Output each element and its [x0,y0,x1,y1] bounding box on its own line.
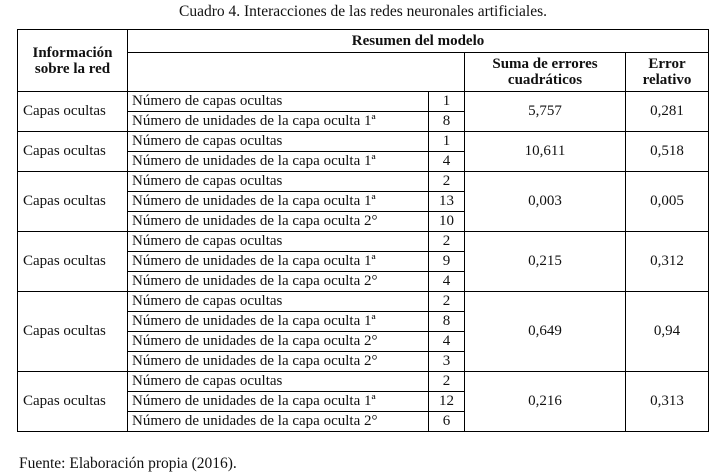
parameter-label: Número de unidades de la capa oculta 1ª [128,152,429,172]
network-info-cell: Capas ocultas [18,232,128,292]
source-note: Fuente: Elaboración propia (2016). [19,455,237,472]
sse-cell: 5,757 [465,92,626,132]
parameter-label: Número de unidades de la capa oculta 1ª [128,392,429,412]
network-info-cell: Capas ocultas [18,132,128,172]
parameter-value: 4 [429,332,465,352]
parameter-value: 4 [429,272,465,292]
header-sse: Suma de errores cuadráticos [465,53,626,92]
header-info: Información sobre la red [18,30,128,92]
relative-error-cell: 0,281 [626,92,709,132]
table-row [18,372,709,392]
table-row [18,232,709,252]
network-info-cell: Capas ocultas [18,92,128,132]
parameter-label: Número de capas ocultas [128,92,429,112]
parameter-label: Número de unidades de la capa oculta 1ª [128,192,429,212]
parameter-value: 1 [429,132,465,152]
parameter-label: Número de capas ocultas [128,172,429,192]
table-row [18,92,709,112]
parameter-label: Número de capas ocultas [128,232,429,252]
results-table [17,29,709,432]
parameter-value: 3 [429,352,465,372]
parameter-label: Número de capas ocultas [128,372,429,392]
sse-cell: 0,215 [465,232,626,292]
relative-error-cell: 0,005 [626,172,709,232]
parameter-value: 2 [429,372,465,392]
parameter-value: 8 [429,312,465,332]
parameter-label: Número de unidades de la capa oculta 2° [128,212,429,232]
sse-cell: 0,216 [465,372,626,432]
network-info-cell: Capas ocultas [18,172,128,232]
parameter-label: Número de unidades de la capa oculta 2° [128,412,429,432]
relative-error-cell: 0,312 [626,232,709,292]
header-blank [128,53,465,92]
header-rel-error: Error relativo [626,53,709,92]
sse-cell: 0,003 [465,172,626,232]
parameter-label: Número de unidades de la capa oculta 2° [128,272,429,292]
table-row [18,132,709,152]
parameter-value: 10 [429,212,465,232]
parameter-label: Número de capas ocultas [128,292,429,312]
relative-error-cell: 0,518 [626,132,709,172]
table-body [18,92,709,432]
table-caption: Cuadro 4. Interacciones de las redes neuronales artificiales. [179,3,547,20]
parameter-label: Número de unidades de la capa oculta 2° [128,332,429,352]
sse-cell: 0,649 [465,292,626,372]
header-summary: Resumen del modelo [128,30,709,53]
network-info-cell: Capas ocultas [18,372,128,432]
network-info-cell: Capas ocultas [18,292,128,372]
table-row [18,292,709,312]
parameter-value: 2 [429,172,465,192]
parameter-value: 1 [429,92,465,112]
parameter-label: Número de unidades de la capa oculta 1ª [128,312,429,332]
parameter-value: 2 [429,232,465,252]
parameter-value: 2 [429,292,465,312]
parameter-value: 9 [429,252,465,272]
sse-cell: 10,611 [465,132,626,172]
parameter-label: Número de unidades de la capa oculta 2° [128,352,429,372]
parameter-value: 12 [429,392,465,412]
parameter-value: 13 [429,192,465,212]
parameter-value: 8 [429,112,465,132]
parameter-label: Número de unidades de la capa oculta 1ª [128,112,429,132]
parameter-label: Número de capas ocultas [128,132,429,152]
parameter-value: 6 [429,412,465,432]
parameter-value: 4 [429,152,465,172]
relative-error-cell: 0,94 [626,292,709,372]
parameter-label: Número de unidades de la capa oculta 1ª [128,252,429,272]
relative-error-cell: 0,313 [626,372,709,432]
table-row [18,172,709,192]
